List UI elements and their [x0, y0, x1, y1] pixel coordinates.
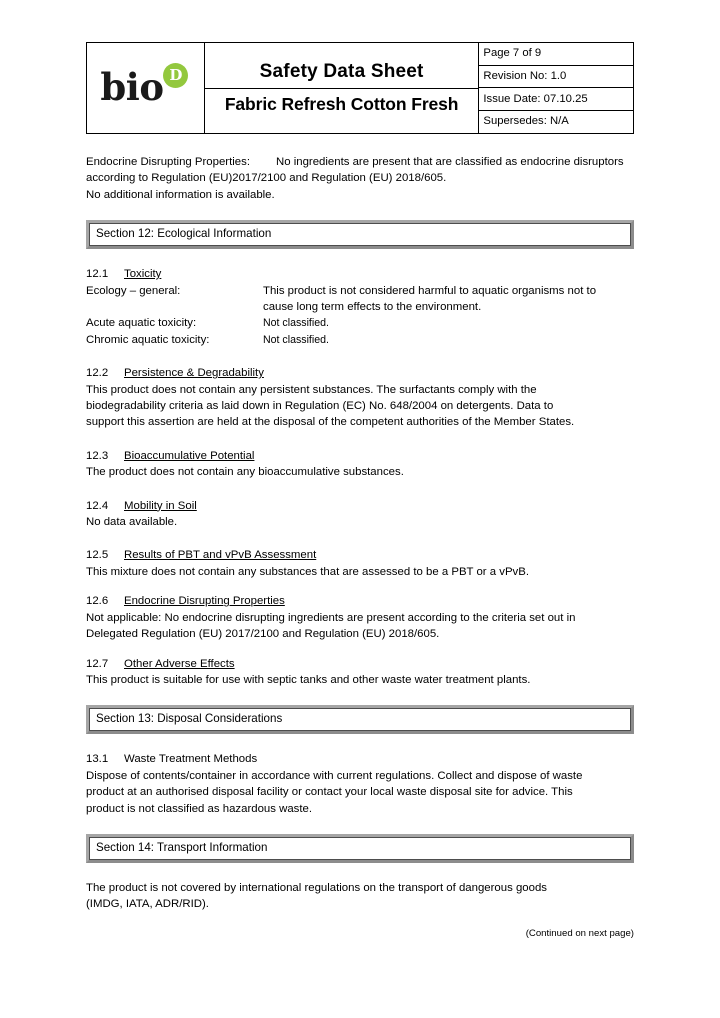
section-14-line-1: The product is not covered by international regulations on the transport of dangerous goods: [86, 881, 547, 894]
section-12-header: [86, 220, 634, 249]
product-name: Fabric Refresh Cotton Fresh: [224, 94, 459, 115]
intro-label: Endocrine Disrupting Properties:: [86, 155, 250, 168]
section-12-6-line-1: Not applicable: No endocrine disrupting ingredients are present according to the criteria set out in: [86, 611, 576, 624]
spacer: [86, 863, 634, 880]
heading-12-3: [86, 448, 634, 464]
section-12-2-line-3: support this assertion are held at the disposal of the competent authorities of the Member States.: [86, 416, 575, 429]
chronic-aquatic-toxicity-label: Chromic aquatic toxicity:: [86, 333, 210, 346]
intro-line-3: No additional information is available.: [86, 188, 275, 201]
heading-12-2-title: Persistence & Degradability: [124, 367, 264, 380]
section-13-1-line-3: product is not classified as hazardous waste.: [86, 802, 313, 815]
intro-value: No ingredients are present that are classified as endocrine disruptors: [275, 155, 624, 168]
section-12-5-line-1: This mixture does not contain any substances that are assessed to be a PBT or a vPvB.: [86, 565, 529, 578]
heading-12-5-number: 12.5: [86, 549, 109, 562]
section-12-4-line-1: No data available.: [86, 516, 178, 529]
ecology-general-value-line-2: cause long term effects to the environment.: [263, 301, 482, 313]
section-14-header: [86, 834, 634, 863]
meta-issue-date: Issue Date: 07.10.25: [479, 88, 633, 111]
logo-badge-letter: D: [169, 66, 183, 85]
heading-12-7-title: Other Adverse Effects: [124, 657, 235, 670]
heading-12-4-title: Mobility in Soil: [124, 499, 197, 512]
spacer: [86, 203, 634, 220]
section-14-line-2: (IMDG, IATA, ADR/RID).: [86, 898, 209, 911]
heading-12-6: [86, 593, 634, 609]
logo-wordmark: bio: [100, 65, 164, 110]
section-12-header-label: Section 12: Ecological Information: [89, 223, 631, 246]
heading-12-5: [86, 547, 634, 563]
page-content: [86, 42, 634, 940]
acute-aquatic-toxicity-label: Acute aquatic toxicity:: [86, 317, 197, 330]
heading-12-2-number: 12.2: [86, 367, 109, 380]
section-12-6-line-2: Delegated Regulation (EU) 2017/2100 and Regulation (EU) 2018/605.: [86, 628, 440, 641]
heading-12-1-number: 12.1: [86, 268, 109, 281]
spacer: [86, 431, 634, 448]
heading-12-4: [86, 498, 634, 514]
document-title-cell: [204, 43, 479, 134]
intro-line-2: according to Regulation (EU)2017/2100 and Regulation (EU) 2018/605.: [86, 172, 447, 185]
heading-12-1: [86, 266, 634, 282]
spacer: [86, 817, 634, 834]
spacer: [86, 481, 634, 498]
section-14-header-label: Section 14: Transport Information: [89, 837, 631, 860]
heading-12-5-title: Results of PBT and vPvB Assessment: [124, 549, 317, 562]
ecology-general-row: [86, 283, 634, 316]
heading-12-6-title: Endocrine Disrupting Properties: [124, 595, 285, 608]
heading-12-6-number: 12.6: [86, 595, 109, 608]
ecology-general-label: Ecology – general:: [86, 284, 181, 297]
acute-aquatic-toxicity-value: Not classified.: [263, 317, 329, 330]
continued-footer: (Continued on next page): [525, 927, 634, 939]
section-12-3-line-1: The product does not contain any bioaccumulative substances.: [86, 466, 404, 479]
spacer: [86, 249, 634, 266]
spacer: [86, 580, 634, 593]
intro-block: [86, 154, 634, 204]
chronic-aquatic-toxicity-value: Not classified.: [263, 333, 329, 346]
document-title: Safety Data Sheet: [205, 55, 479, 89]
heading-12-1-title: Toxicity: [124, 268, 162, 281]
meta-supersedes: Supersedes: N/A: [483, 115, 569, 128]
heading-12-3-number: 12.3: [86, 449, 109, 462]
document-meta-cell: [479, 43, 634, 134]
spacer: [86, 643, 634, 656]
section-13-header-label: Section 13: Disposal Considerations: [89, 708, 631, 731]
acute-aquatic-toxicity-row: [86, 315, 634, 331]
heading-13-1: [86, 751, 634, 767]
ecology-general-value: [263, 283, 634, 316]
spacer: [86, 530, 634, 547]
intro-line-1: [86, 154, 634, 171]
heading-12-7: [86, 656, 634, 672]
section-12-2-line-1: This product does not contain any persistent substances. The surfactants comply with the: [86, 383, 537, 396]
heading-12-4-number: 12.4: [86, 499, 109, 512]
chronic-aquatic-toxicity-row: [86, 332, 634, 348]
bio-d-logo: [97, 63, 193, 109]
heading-12-3-title: Bioaccumulative Potential: [124, 449, 255, 462]
heading-13-1-number: 13.1: [86, 753, 109, 766]
company-logo-cell: [87, 43, 205, 134]
section-12-2-line-2: biodegradability criteria as laid down in Regulation (EC) No. 648/2004 on detergents. Data to: [86, 400, 554, 413]
spacer: [86, 348, 634, 365]
spacer: [86, 734, 634, 751]
heading-13-1-title: Waste Treatment Methods: [124, 753, 258, 766]
heading-12-2: [86, 365, 634, 381]
meta-revision-no: Revision No: 1.0: [479, 66, 633, 89]
heading-12-7-number: 12.7: [86, 657, 109, 670]
section-13-1-line-1: Dispose of contents/container in accordance with current regulations. Collect and dispose of waste: [86, 769, 583, 782]
section-13-1-line-2: product at an authorised disposal facility or contact your local waste disposal site for advice. This: [86, 786, 573, 799]
section-13-header: [86, 705, 634, 734]
logo-green-circle-icon: [163, 63, 188, 88]
meta-page-number: Page 7 of 9: [479, 43, 633, 66]
section-12-7-line-1: This product is suitable for use with septic tanks and other waste water treatment plants.: [86, 673, 531, 686]
spacer: [86, 688, 634, 705]
document-header-table: [86, 42, 634, 134]
ecology-general-value-line-1: This product is not considered harmful to aquatic organisms not to: [263, 284, 597, 297]
